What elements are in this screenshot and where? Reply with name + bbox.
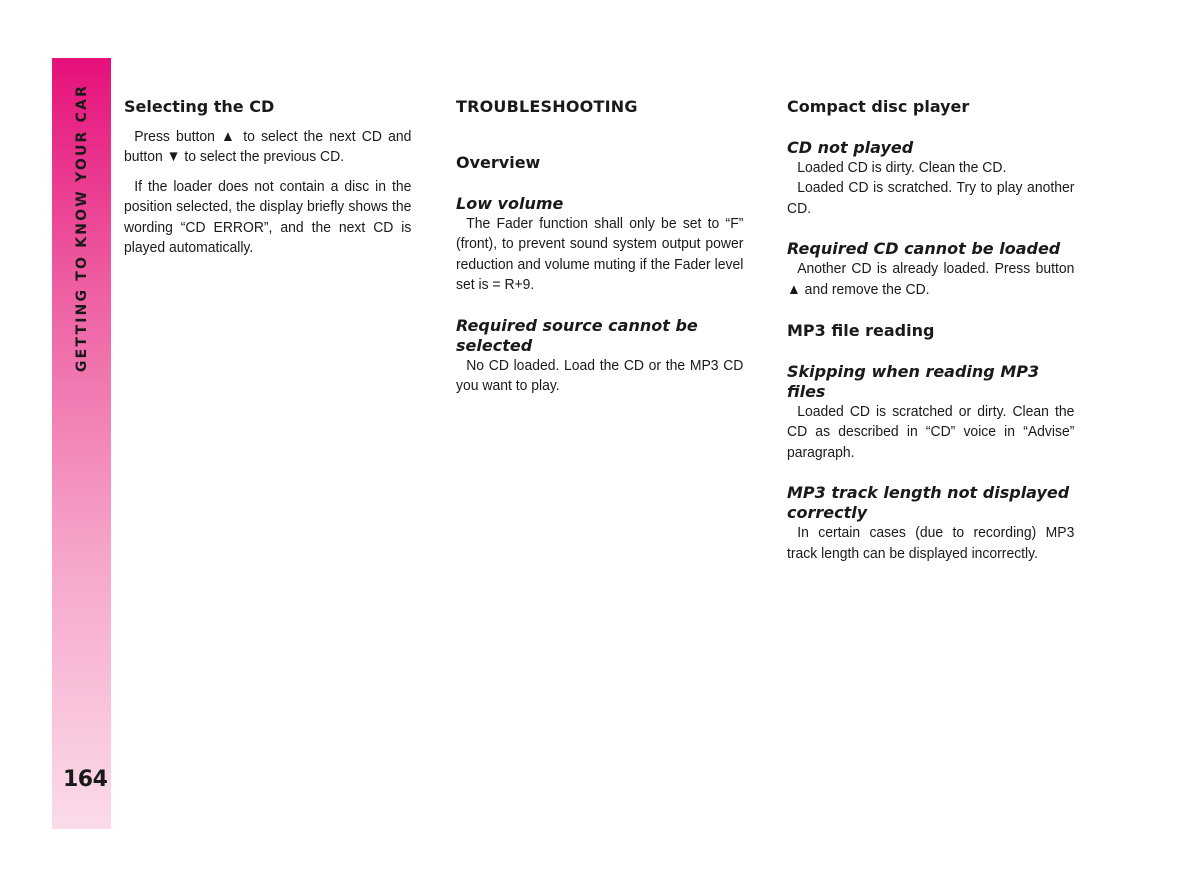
item-line-cd-dirty: Loaded CD is dirty. Clean the CD. [797,159,1007,176]
item-line-skipping-mp3: Loaded CD is scratched or dirty. Clean the CD as described in “CD” voice in “Advise” paragraph. [787,403,1075,461]
item-text-low-volume: The Fader function shall only be set to “F” (front), to prevent sound system output power reduction and volume muting if the Fader level set is = R+9. [456,215,744,294]
heading-mp3-file-reading: MP3 file reading [787,321,935,341]
heading-selecting-the-cd: Selecting the CD [124,97,275,116]
item-title-required-source: Required source cannot be selected [456,315,698,355]
item-text-required-source: No CD loaded. Load the CD or the MP3 CD you want to play. [456,356,744,395]
item-line-cd-already-loaded: Another CD is already loaded. Press button ▲ and remove the CD. [787,260,1075,298]
chapter-title-vertical [52,58,111,398]
item-line-mp3-track-length: In certain cases (due to recording) MP3 track length can be displayed incorrectly. [787,524,1075,562]
item-title-low-volume: Low volume [456,194,564,213]
item-line-cd-scratched: Loaded CD is scratched. Try to play another CD. [787,179,1075,217]
column-selecting-cd [124,96,414,258]
item-title-skipping-mp3: Skipping when reading MP3 files [787,362,1040,402]
column-compact-disc [787,96,1077,564]
item-title-cd-cannot-load: Required CD cannot be loaded [787,239,1061,259]
heading-troubleshooting: TROUBLESHOOTING [456,97,638,116]
column-troubleshooting [456,96,746,396]
paragraph-cd-error: If the loader does not contain a disc in the position selected, the display briefly shows the wording “CD ERROR”, and the next CD is played automatically. [124,177,412,257]
paragraph-select-buttons: Press button ▲ to select the next CD and button ▼ to select the previous CD. [124,128,412,166]
page-number: 164 [63,767,108,792]
heading-compact-disc-player: Compact disc player [787,97,970,116]
item-title-cd-not-played: CD not played [787,138,914,157]
heading-overview: Overview [456,153,541,172]
chapter-title-text: GETTING TO KNOW YOUR CAR [73,83,90,373]
item-title-mp3-track-length: MP3 track length not displayed correctly [787,483,1070,523]
